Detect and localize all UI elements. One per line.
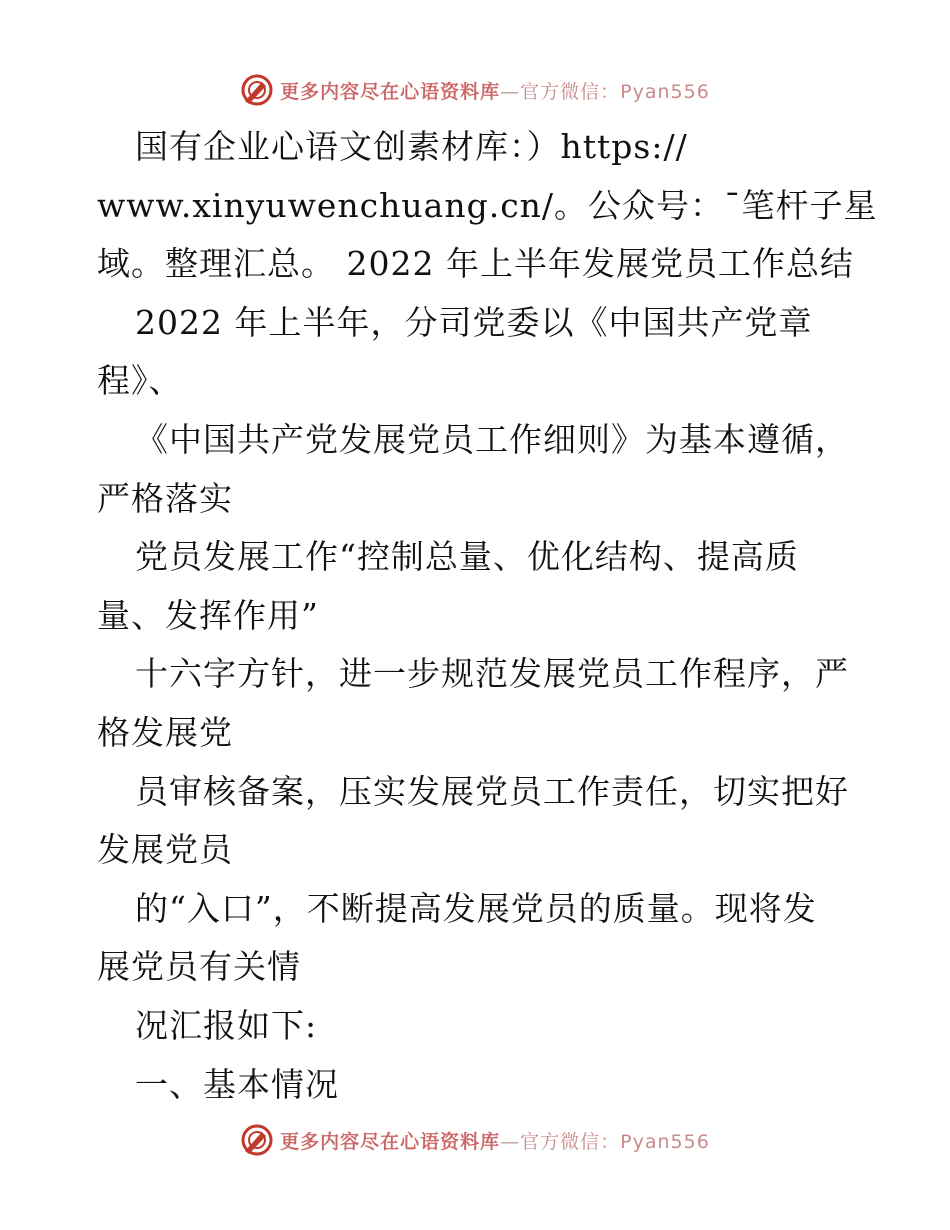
text-line: 党员发展工作“控制总量、优化结构、提高质: [135, 537, 799, 577]
banner-contact: 官方微信：Pyan556: [520, 1130, 710, 1153]
banner-title: 更多内容尽在心语资料库: [280, 1130, 501, 1153]
pen-circle-logo-icon: [240, 1123, 274, 1157]
text-line: 展党员有关情: [97, 947, 301, 987]
text-line: 十六字方针，进一步规范发展党员工作程序，严: [135, 654, 849, 694]
text-line: 域。整理汇总。 2022 年上半年发展党员工作总结: [97, 244, 854, 284]
banner-title: 更多内容尽在心语资料库: [280, 80, 501, 103]
text-line: 的“入口”，不断提高发展党员的质量。现将发: [135, 888, 817, 928]
text-line: 程》、: [97, 361, 183, 401]
banner-caption: [280, 77, 710, 104]
footer-banner: [0, 1120, 950, 1160]
text-line: 格发展党: [97, 712, 233, 752]
text-line: 发展党员: [97, 830, 233, 870]
document-body: [97, 118, 878, 1114]
banner-contact: 官方微信：Pyan556: [520, 80, 710, 103]
banner-dash: —: [500, 80, 521, 103]
text-line: www.xinyuwenchuang.cn/。公众号：¯笔杆子星: [97, 185, 878, 225]
banner-caption: [280, 1127, 710, 1154]
text-line: 员审核备案，压实发展党员工作责任，切实把好: [135, 771, 849, 811]
text-line: 一、基本情况: [135, 1064, 339, 1104]
text-line: 2022 年上半年，分司党委以《中国共产党章: [135, 302, 813, 342]
banner-dash: —: [500, 1130, 521, 1153]
text-line: 量、发挥作用”: [97, 595, 319, 635]
text-line: 严格落实: [97, 478, 233, 518]
text-line: 况汇报如下:: [135, 1005, 318, 1045]
header-banner: [0, 70, 950, 110]
text-line: 国有企业心语文创素材库：）https://: [135, 127, 688, 166]
text-line: 《中国共产党发展党员工作细则》为基本遵循，: [135, 419, 849, 459]
pen-circle-logo-icon: [240, 73, 274, 107]
